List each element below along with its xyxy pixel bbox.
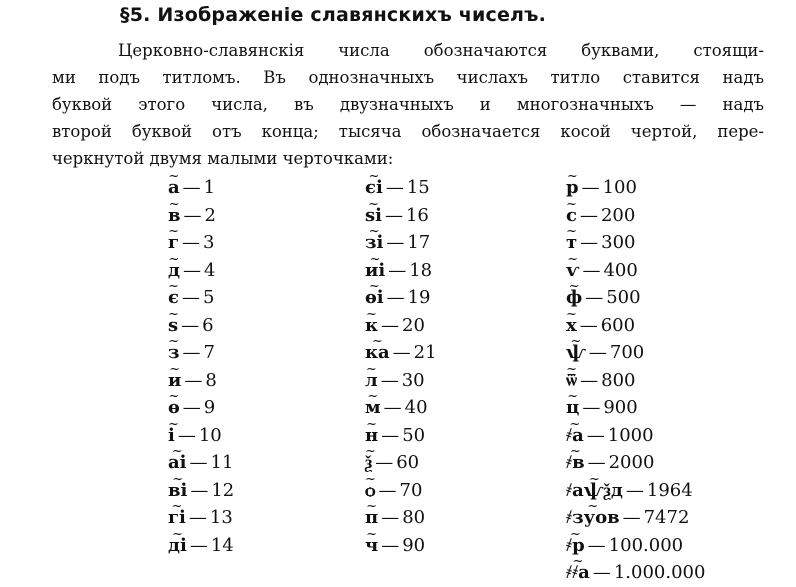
section-heading: §5. Изображенiе славянскихъ чиселъ. <box>120 4 547 26</box>
numeral-letters: ~ ѿ <box>566 367 577 395</box>
numeral-row <box>365 532 437 560</box>
numeral-dash: — <box>182 177 201 198</box>
numeral-row <box>566 394 705 422</box>
numeral-row <box>566 229 705 257</box>
numeral-value: 12 <box>211 479 235 501</box>
numeral-dash: — <box>386 232 405 253</box>
numeral-letters: ~ а <box>168 174 180 202</box>
numeral-value: 900 <box>603 397 638 418</box>
numeral-letters: ~ р <box>566 174 579 202</box>
numeral-dash: — <box>586 424 605 446</box>
numeral-letters: ~ х <box>566 312 577 340</box>
numeral-dash: — <box>181 287 200 308</box>
numeral-letters: ~ ѻ <box>365 477 376 505</box>
numeral-dash: — <box>189 452 208 473</box>
numeral-letters: ~ т <box>566 229 577 257</box>
numeral-letters: ~ гі <box>168 504 186 532</box>
numeral-dash: — <box>183 259 201 281</box>
numeral-value: 100 <box>602 177 637 198</box>
numeral-value: 7472 <box>643 507 690 528</box>
numeral-value: 8 <box>205 369 217 391</box>
numeral-row <box>566 339 705 367</box>
paragraph-line: буквой этого числа, въ двузначныхъ и многозначныхъ — надъ <box>52 95 764 114</box>
numeral-letters: ~ ді <box>168 532 187 560</box>
numeral-letters: ~ ѱ <box>566 339 586 367</box>
numeral-row <box>566 202 705 230</box>
numeral-dash: — <box>177 424 196 446</box>
numeral-dash: — <box>592 562 611 583</box>
numeral-value: 11 <box>210 452 234 473</box>
numeral-letters: ~ з <box>168 339 180 367</box>
numeral-dash: — <box>378 479 397 501</box>
numeral-letters: ~ г <box>168 229 179 257</box>
numeral-dash: — <box>189 534 208 556</box>
numeral-value: 50 <box>402 424 426 446</box>
numeral-letters: ~ ҂аѱѯд <box>566 477 623 505</box>
numeral-value: 80 <box>402 507 426 528</box>
numeral-letters: ~ н <box>365 422 378 450</box>
numeral-value: 19 <box>407 287 431 308</box>
numeral-value: 15 <box>406 177 430 198</box>
numeral-value: 400 <box>603 259 638 281</box>
numeral-value: 21 <box>413 342 437 363</box>
numeral-value: 70 <box>399 479 423 501</box>
numeral-value: 18 <box>409 259 433 281</box>
numeral-dash: — <box>183 204 202 226</box>
numeral-dash: — <box>188 507 207 528</box>
numeral-value: 4 <box>204 259 216 281</box>
numeral-letters: ~ ѯ <box>365 449 372 477</box>
numeral-value: 10 <box>198 424 222 446</box>
numeral-letters: ~ ѳі <box>365 284 384 312</box>
numeral-dash: — <box>581 177 600 198</box>
numeral-dash: — <box>182 342 201 363</box>
numeral-dash: — <box>587 534 606 556</box>
numeral-dash: — <box>181 314 200 336</box>
numeral-letters: ~ ҂р <box>566 532 585 560</box>
numeral-value: 6 <box>202 314 214 336</box>
numeral-dash: — <box>625 479 644 501</box>
numeral-letters: ~ зі <box>365 229 383 257</box>
numeral-value: 90 <box>402 534 426 556</box>
numeral-value: 7 <box>203 342 215 363</box>
numeral-letters: ~ є <box>168 284 179 312</box>
numeral-letters: ~ ҂а <box>566 422 584 450</box>
numeral-letters: ~ ѕ <box>168 312 178 340</box>
numeral-dash: — <box>381 507 400 528</box>
numerals-column-2 <box>365 174 437 559</box>
numeral-value: 9 <box>203 397 216 418</box>
numeral-dash: — <box>384 204 403 226</box>
numeral-letters: ~ ч <box>365 532 378 560</box>
numeral-letters: ~ д <box>168 257 180 285</box>
numeral-row <box>566 174 705 202</box>
numeral-dash: — <box>381 314 399 336</box>
numeral-dash: — <box>380 369 399 391</box>
numeral-value: 200 <box>600 204 636 226</box>
numeral-value: 3 <box>203 232 215 253</box>
numeral-dash: — <box>582 397 601 418</box>
paragraph-line: второй буквой отъ конца; тысяча обозначается косой чертой, пере- <box>52 122 764 141</box>
numeral-letters: ~ с <box>566 202 577 230</box>
numeral-dash: — <box>182 232 201 253</box>
numerals-column-3 <box>566 174 705 587</box>
numeral-letters: ~ ҂в <box>566 449 585 477</box>
numeral-dash: — <box>585 287 604 308</box>
paragraph-line: черкнутой двумя малыми черточками: <box>52 149 394 168</box>
numeral-dash: — <box>375 452 394 473</box>
numeral-letters: ~ єі <box>365 174 383 202</box>
paragraph-line: ми подъ титломъ. Въ однозначныхъ числахъ титло ставится надъ <box>52 68 764 87</box>
numeral-letters: ~ ѕі <box>365 202 382 230</box>
numeral-dash: — <box>182 397 201 418</box>
numeral-letters: ~ и <box>168 367 181 395</box>
numeral-row <box>566 559 705 587</box>
numeral-dash: — <box>587 452 606 473</box>
numeral-letters: ~ иі <box>365 257 385 285</box>
numeral-value: 2000 <box>608 452 655 473</box>
numeral-value: 20 <box>402 314 425 336</box>
numeral-letters: ~ п <box>365 504 378 532</box>
numeral-value: 13 <box>209 507 233 528</box>
numeral-value: 16 <box>405 204 429 226</box>
numeral-dash: — <box>579 204 598 226</box>
numeral-letters: ~ ка <box>365 339 390 367</box>
numeral-letters: ~ ц <box>566 394 579 422</box>
numeral-dash: — <box>588 342 607 363</box>
numeral-dash: — <box>580 232 599 253</box>
numeral-value: 30 <box>401 369 425 391</box>
numeral-row <box>566 367 705 395</box>
numeral-dash: — <box>392 342 411 363</box>
numeral-value: 1000 <box>607 424 654 446</box>
numeral-value: 14 <box>210 534 234 556</box>
numeral-row <box>566 312 705 340</box>
numeral-letters: ~ ҂҂а <box>566 559 590 587</box>
intro-paragraph <box>52 37 764 172</box>
numeral-value: 17 <box>407 232 431 253</box>
numeral-dash: — <box>582 259 601 281</box>
numeral-value: 1.000.000 <box>613 562 706 583</box>
numeral-row <box>566 504 705 532</box>
numeral-letters: ~ м <box>365 394 381 422</box>
numeral-value: 40 <box>404 397 428 418</box>
numeral-letters: ~ л <box>365 367 378 395</box>
numeral-letters: ~ і <box>168 422 175 450</box>
numeral-value: 300 <box>601 232 636 253</box>
numeral-value: 700 <box>609 342 645 363</box>
numeral-letters: ~ к <box>365 312 378 340</box>
numeral-dash: — <box>381 424 400 446</box>
numeral-value: 1 <box>203 177 216 198</box>
numeral-letters: ~ ѳ <box>168 394 180 422</box>
numeral-dash: — <box>580 369 599 391</box>
numeral-value: 2 <box>204 204 216 226</box>
numeral-dash: — <box>386 287 405 308</box>
numeral-dash: — <box>622 507 641 528</box>
numeral-dash: — <box>381 534 400 556</box>
numeral-row <box>168 532 234 560</box>
numeral-dash: — <box>190 479 209 501</box>
numeral-letters: ~ ві <box>168 477 187 505</box>
numeral-letters: ~ аі <box>168 449 187 477</box>
numeral-value: 600 <box>600 314 636 336</box>
numeral-row <box>566 284 705 312</box>
numeral-letters: ~ ҂зуов <box>566 504 620 532</box>
numeral-dash: — <box>579 314 598 336</box>
numeral-letters: ~ ѵ <box>566 257 579 285</box>
numeral-value: 800 <box>601 369 636 391</box>
numeral-dash: — <box>184 369 203 391</box>
numeral-row <box>566 422 705 450</box>
numeral-letters: ~ в <box>168 202 181 230</box>
numeral-value: 5 <box>202 287 215 308</box>
numeral-value: 60 <box>396 452 420 473</box>
numeral-dash: — <box>385 177 404 198</box>
numeral-dash: — <box>383 397 402 418</box>
numeral-value: 500 <box>606 287 641 308</box>
numeral-dash: — <box>388 259 407 281</box>
paragraph-line: Церковно-славянскiя числа обозначаются буквами, стоящи- <box>118 41 764 60</box>
numeral-row <box>566 257 705 285</box>
numeral-letters: ~ ф <box>566 284 582 312</box>
numeral-value: 1964 <box>646 479 693 501</box>
numeral-value: 100.000 <box>608 534 684 556</box>
numerals-column-1 <box>168 174 234 559</box>
